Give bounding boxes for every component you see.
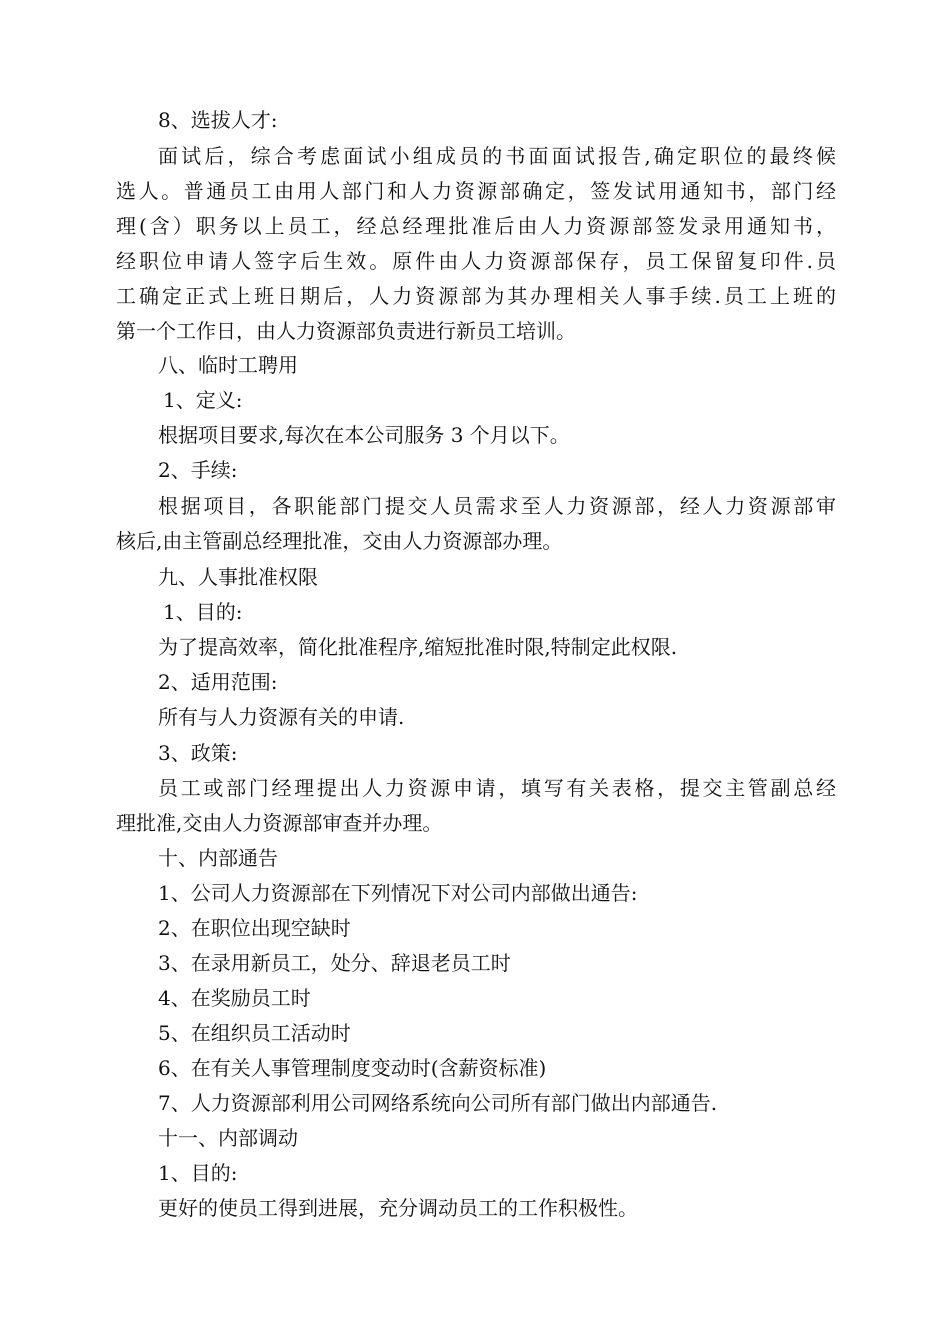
paragraph-line: 第一个工作日，由人力资源部负责进行新员工培训。 <box>116 319 576 343</box>
subsection-heading: 2、手续: <box>158 458 238 482</box>
subsection-heading: 2、适用范围: <box>158 670 278 694</box>
list-item: 2、在职位出现空缺时 <box>158 916 351 940</box>
paragraph-line: 所有与人力资源有关的申请. <box>158 705 405 729</box>
subsection-heading: 1、定义: <box>163 388 243 412</box>
subsection-heading: 3、政策: <box>158 741 238 765</box>
paragraph-line: 理批准,交由人力资源部审查并办理。 <box>116 811 443 835</box>
paragraph-line: 员工或部门经理提出人力资源申请，填写有关表格，提交主管副总经 <box>158 776 836 800</box>
paragraph-line: 为了提高效率，简化批准程序,缩短批准时限,特制定此权限. <box>158 635 678 659</box>
paragraph-line: 理(含）职务以上员工，经总经理批准后由人力资源部签发录用通知书， <box>116 214 836 238</box>
paragraph-line: 经职位申请人签字后生效。原件由人力资源部保存，员工保留复印件.员 <box>116 249 836 273</box>
paragraph-line: 选人。普通员工由用人部门和人力资源部确定，签发试用通知书，部门经 <box>116 179 836 203</box>
paragraph-line: 工确定正式上班日期后，人力资源部为其办理相关人事手续.员工上班的 <box>116 284 836 308</box>
list-item: 7、人力资源部利用公司网络系统向公司所有部门做出内部通告. <box>158 1091 718 1115</box>
list-item: 1、公司人力资源部在下列情况下对公司内部做出通告: <box>158 881 638 905</box>
paragraph-line: 更好的使员工得到进展，充分调动员工的工作积极性。 <box>158 1196 638 1220</box>
section-heading: 十一、内部调动 <box>158 1126 298 1150</box>
list-item: 6、在有关人事管理制度变动时(含薪资标准) <box>158 1056 547 1080</box>
section-heading: 八、临时工聘用 <box>158 353 298 377</box>
subsection-heading: 1、目的: <box>158 1161 238 1185</box>
paragraph-line: 核后,由主管副总经理批准，交由人力资源部办理。 <box>116 529 563 553</box>
paragraph-line: 根据项目，各职能部门提交人员需求至人力资源部，经人力资源部审 <box>158 494 836 518</box>
list-item: 3、在录用新员工，处分、辞退老员工时 <box>158 951 511 975</box>
section-heading: 九、人事批准权限 <box>158 565 318 589</box>
subsection-heading: 1、目的: <box>163 600 243 624</box>
list-item: 4、在奖励员工时 <box>158 986 311 1010</box>
section-heading: 十、内部通告 <box>158 846 278 870</box>
section-heading: 8、选拔人才: <box>158 108 278 132</box>
paragraph-line: 根据项目要求,每次在本公司服务 3 个月以下。 <box>158 423 570 447</box>
list-item: 5、在组织员工活动时 <box>158 1021 351 1045</box>
paragraph-line: 面试后，综合考虑面试小组成员的书面面试报告,确定职位的最终候 <box>158 144 836 168</box>
